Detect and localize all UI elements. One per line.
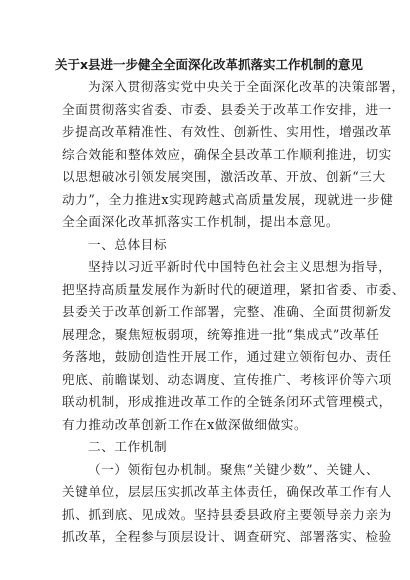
paragraph-line: 抓、抓到底、见成效。坚持县委县政府主要领导亲力亲为 bbox=[62, 507, 392, 522]
paragraph-line: 为深入贯彻落实党中央关于全面深化改革的决策部署， bbox=[88, 79, 405, 94]
paragraph-line: 综合效能和整体效应，确保全县改革工作顺利推进，切实 bbox=[62, 147, 392, 162]
section-heading: 二、工作机制 bbox=[88, 439, 168, 454]
paragraph-line: 全面贯彻落实省委、市委、县委关于改革工作安排，进一 bbox=[62, 102, 392, 117]
paragraph-line: 把坚持高质量发展作为新时代的硬道理，紧扣省委、市委、 bbox=[62, 282, 406, 297]
paragraph-line: 动力”，全力推进x实现跨越式高质量发展，现就进一步健 bbox=[62, 192, 394, 207]
paragraph-line: （一）领衔包办机制。聚焦“关键少数”、关键人、 bbox=[88, 462, 380, 477]
paragraph-line: 步提高改革精准性、有效性、创新性、实用性，增强改革 bbox=[62, 124, 392, 139]
paragraph-line: 务落地，鼓励创造性开展工作，通过建立领衔包办、责任 bbox=[62, 349, 392, 364]
paragraph-line: 联动机制，形成推进改革工作的全链条闭环式管理模式， bbox=[62, 394, 392, 409]
paragraph-line: 兜底、前瞻谋划、动态调度、宣传推广、考核评价等六项 bbox=[62, 372, 392, 387]
paragraph-line: 以思想破冰引领发展突围，激活改革、开放、创新“三大 bbox=[62, 169, 386, 184]
paragraph-line: 坚持以习近平新时代中国特色社会主义思想为指导， bbox=[88, 259, 392, 274]
paragraph-line: 抓改革，全程参与顶层设计、调查研究、部署落实、检验 bbox=[62, 529, 392, 544]
paragraph-line: 关键单位，层层压实抓改革主体责任，确保改革工作有人 bbox=[62, 484, 392, 499]
paragraph-line: 全全面深化改革抓落实工作机制，提出本意见。 bbox=[62, 214, 340, 229]
paragraph-line: 有力推动改革创新工作在x做深做细做实。 bbox=[62, 417, 308, 432]
paragraph-line: 县委关于改革创新工作部署，完整、准确、全面贯彻新发 bbox=[62, 304, 392, 319]
section-heading: 一、总体目标 bbox=[88, 237, 168, 252]
document-title: 关于x县进一步健全全面深化改革抓落实工作机制的意见 bbox=[54, 57, 364, 72]
paragraph-line: 展理念，聚焦短板弱项，统筹推进一批“集成式”改革任 bbox=[62, 327, 380, 342]
